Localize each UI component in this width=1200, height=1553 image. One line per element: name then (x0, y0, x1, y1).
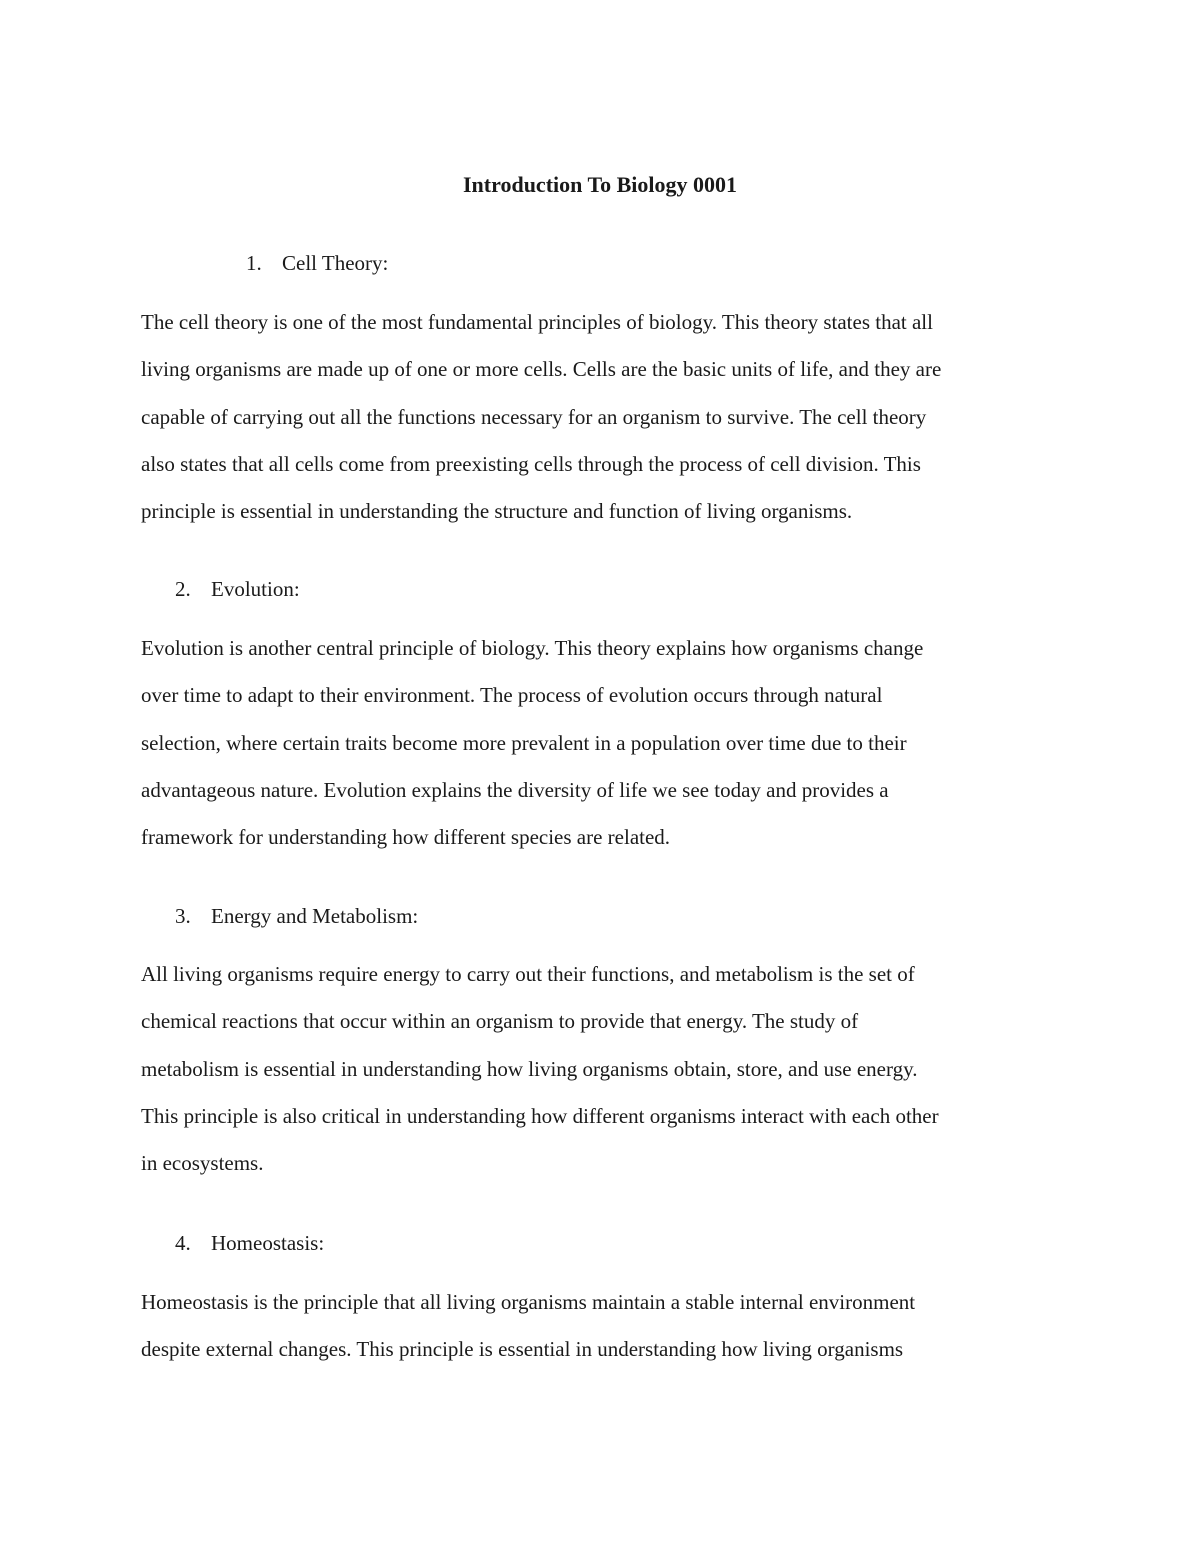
paragraph-line: also states that all cells come from preexisting cells through the process of cell division. This (141, 451, 921, 476)
section-heading-homeostasis (175, 1228, 324, 1258)
section-heading-label: Homeostasis: (211, 1231, 325, 1255)
section-heading-label: Energy and Metabolism: (211, 904, 419, 928)
paragraph-line: framework for understanding how different species are related. (141, 825, 671, 850)
paragraph-line: All living organisms require energy to carry out their functions, and metabolism is the set of (141, 962, 915, 986)
paragraph-line: This principle is also critical in understanding how different organisms interact with each other (141, 1103, 939, 1128)
paragraph-line: living organisms are made up of one or more cells. Cells are the basic units of life, and they are (141, 357, 942, 382)
section-number: 2. (175, 577, 191, 601)
section-heading-label: Evolution: (211, 577, 300, 601)
section-paragraph-energy-metabolism (141, 951, 1046, 1187)
section-heading-label: Cell Theory: (282, 251, 389, 275)
section-heading-energy-metabolism (175, 901, 418, 931)
paragraph-line: metabolism is essential in understanding how living organisms obtain, store, and use energy. (141, 1056, 918, 1081)
section-heading-evolution (175, 574, 300, 604)
paragraph-line: capable of carrying out all the functions necessary for an organism to survive. The cell theory (141, 404, 927, 429)
section-number: 3. (175, 904, 191, 928)
paragraph-line: over time to adapt to their environment. The process of evolution occurs through natural (141, 683, 883, 708)
paragraph-line: The cell theory is one of the most fundamental principles of biology. This theory states that all (141, 310, 933, 334)
paragraph-line: in ecosystems. (141, 1151, 264, 1176)
section-number: 4. (175, 1231, 191, 1255)
paragraph-line: Homeostasis is the principle that all living organisms maintain a stable internal environment (141, 1290, 916, 1314)
document-title: Introduction To Biology 0001 (462, 172, 738, 197)
paragraph-line: despite external changes. This principle is essential in understanding how living organisms (141, 1337, 904, 1362)
paragraph-line: Evolution is another central principle of biology. This theory explains how organisms change (141, 636, 924, 660)
paragraph-line: principle is essential in understanding the structure and function of living organisms. (141, 499, 853, 524)
section-heading-cell-theory (246, 248, 388, 278)
paragraph-line: chemical reactions that occur within an organism to provide that energy. The study of (141, 1009, 859, 1034)
section-number: 1. (246, 251, 262, 275)
paragraph-line: advantageous nature. Evolution explains the diversity of life we see today and provides a (141, 777, 889, 802)
paragraph-line: selection, where certain traits become more prevalent in a population over time due to their (141, 730, 907, 755)
section-paragraph-cell-theory (141, 299, 1046, 535)
section-paragraph-evolution (141, 625, 1046, 861)
section-paragraph-homeostasis (141, 1279, 1046, 1374)
